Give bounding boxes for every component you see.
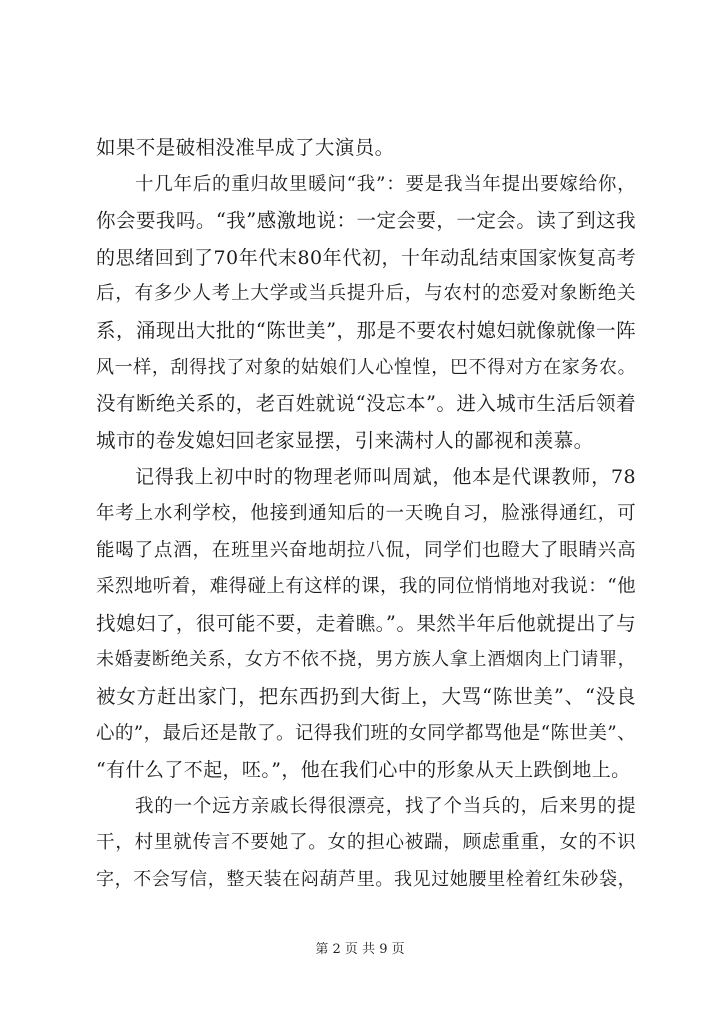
text-line: 字，不会写信，整天装在闷葫芦里。我见过她腰里栓着红朱砂袋， (96, 868, 636, 890)
text-line: 我的一个远方亲戚长得很漂亮，找了个当兵的，后来男的提 (135, 795, 636, 817)
text-line: 后，有多少人考上大学或当兵提升后，与农村的恋爱对象断绝关 (96, 283, 636, 305)
text-line: 年考上水利学校，他接到通知后的一天晚自习，脸涨得通红，可 (96, 502, 636, 524)
text-line: “有什么了不起，呸。”，他在我们心中的形象从天上跌倒地上。 (96, 759, 631, 782)
text-line: 风一样，刮得找了对象的姑娘们人心惶惶，巴不得对方在家务农。 (96, 356, 636, 378)
text-line: 心的”，最后还是散了。记得我们班的女同学都骂他是“陈世美”、 (96, 722, 636, 744)
text-line: 能喝了点酒，在班里兴奋地胡拉八侃，同学们也瞪大了眼睛兴高 (96, 539, 636, 561)
text-line: 的思绪回到了70年代末80年代初，十年动乱结束国家恢复高考 (96, 246, 636, 269)
text-line: 如果不是破相没准早成了大演员。 (96, 136, 395, 159)
text-line: 未婚妻断绝关系，女方不依不挠，男方族人拿上酒烟肉上门请罪， (96, 649, 636, 671)
page-footer: 第 2 页 共 9 页 (315, 942, 405, 957)
text-line: 没有断绝关系的，老百姓就说“没忘本”。进入城市生活后领着 (96, 392, 636, 416)
text-line: 找媳妇了，很可能不要，走着瞧。”。果然半年后他就提出了与 (96, 611, 636, 635)
text-line: 系，涌现出大批的“陈世美”，那是不要农村媳妇就像就像一阵 (96, 318, 636, 342)
text-line: 采烈地听着，难得碰上有这样的课，我的同位悄悄地对我说：“他 (96, 576, 636, 598)
text-line: 记得我上初中时的物理老师叫周斌，他本是代课教师，78 (135, 466, 636, 489)
document-body (96, 130, 636, 898)
text-line: 你会要我吗。“我”感激地说：一定会要，一定会。读了到这我 (96, 209, 636, 233)
text-line: 城市的卷发媳妇回老家显摆，引来满村人的鄙视和羡慕。 (96, 428, 594, 452)
text-line: 干，村里就传言不要她了。女的担心被踹，顾虑重重，女的不识 (96, 832, 636, 854)
text-line: 十几年后的重归故里暖问“我”：要是我当年提出要嫁给你， (135, 173, 636, 195)
text-line: 被女方赶出家门，把东西扔到大街上，大骂“陈世美”、“没良 (96, 684, 636, 708)
